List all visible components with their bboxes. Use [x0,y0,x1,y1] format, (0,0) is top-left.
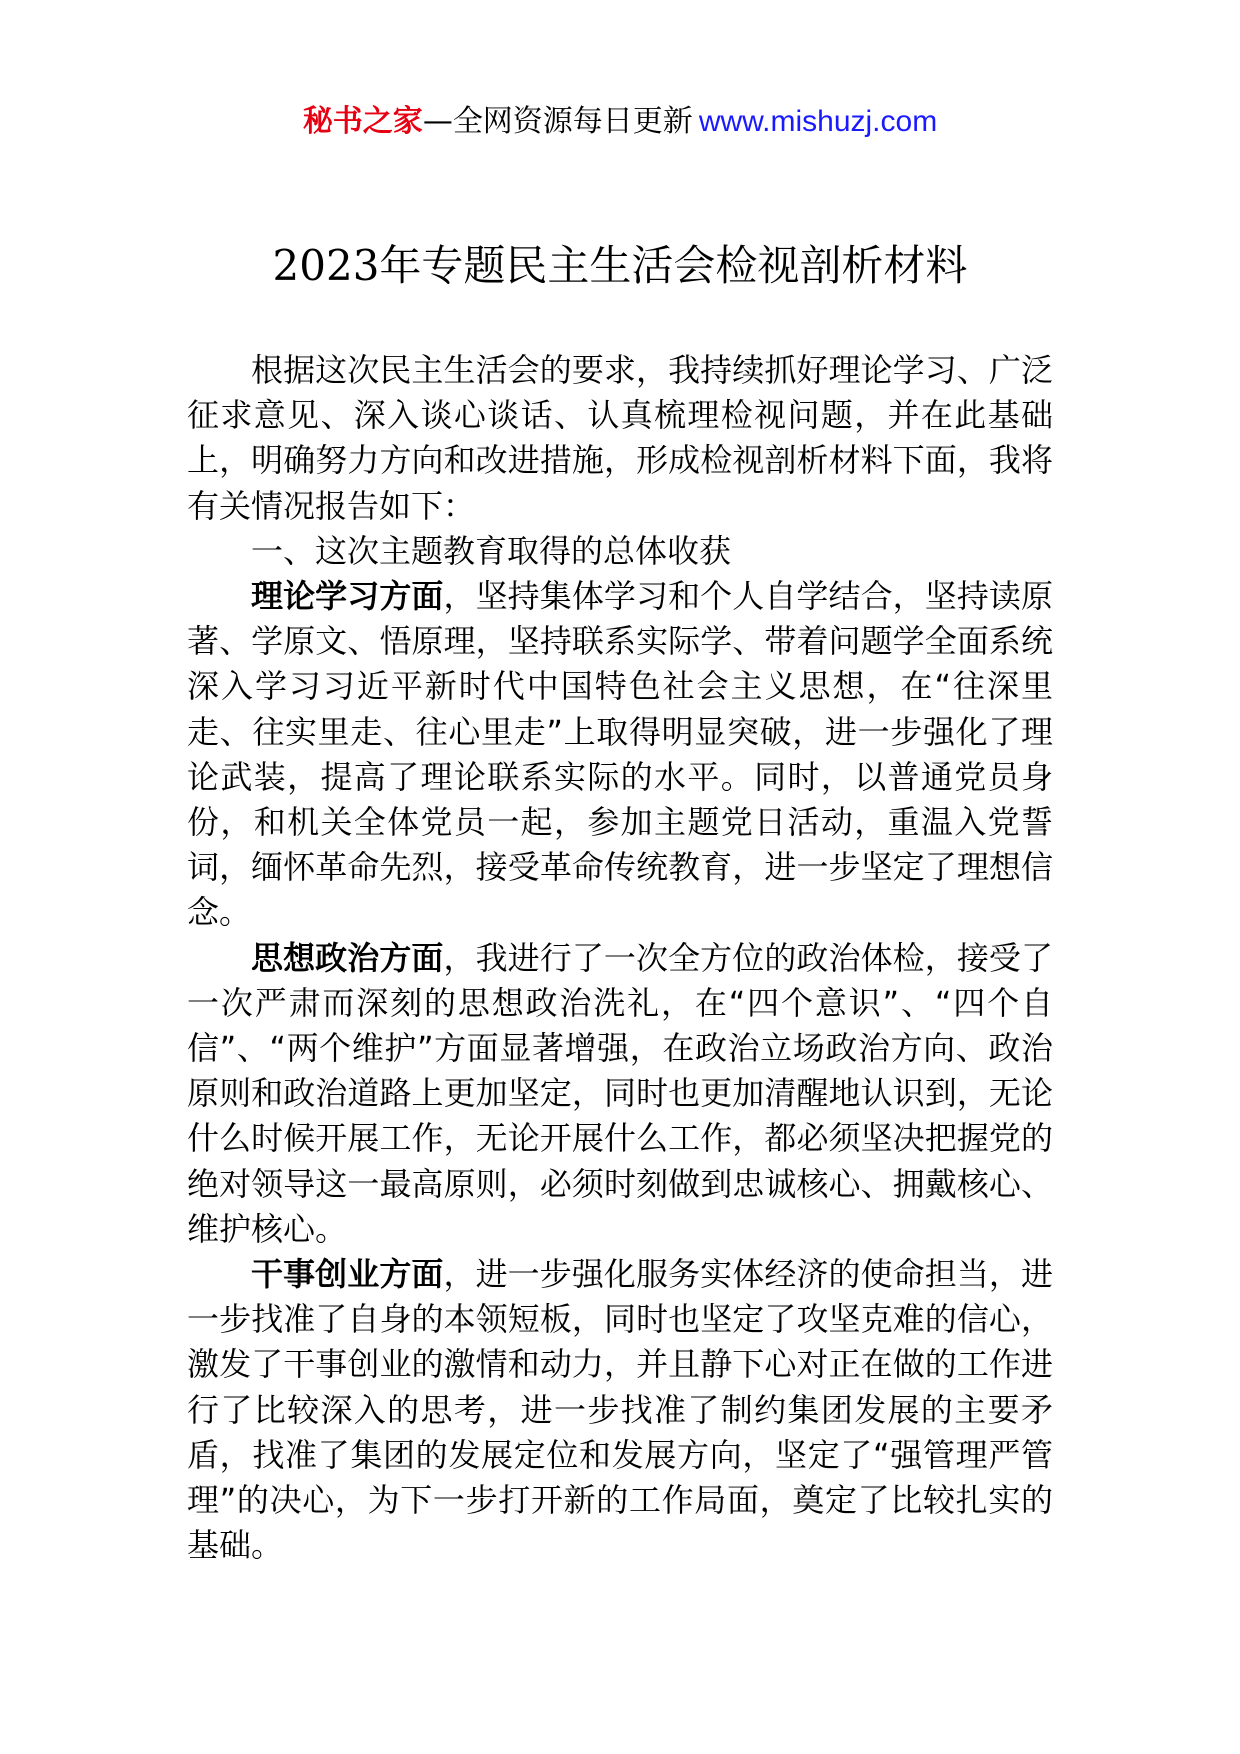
paragraph-lead: 思想政治方面 [251,938,444,977]
paragraph-intro [187,348,1053,529]
site-header [0,100,1240,144]
site-tagline: —全网资源每日更新 [422,104,693,139]
paragraph-text: ，坚持集体学习和个人自学结合，坚持读原著、学原文、悟原理，坚持联系实际学、带着问题学全面系统深入学习习近平新时代中国特色社会主义思想，在“往深里走、往实里走、往心里走”上取得明显突破，进一步强化了理论武装，提高了理论联系实际的水平。同时，以普通党员身份，和机关全体党员一起，参加主题党日活动，重温入党誓词，缅怀革命先烈，接受革命传统教育，进一步坚定了理想信念。 [187,577,1053,932]
paragraph-ideology-politics [187,936,1053,1252]
paragraph-lead: 干事创业方面 [251,1255,444,1294]
brand-name: 秘书之家 [302,104,423,139]
section-heading [187,529,1053,574]
paragraph-career-work [187,1252,1053,1568]
paragraph-text: 根据这次民主生活会的要求，我持续抓好理论学习、广泛征求意见、深入谈心谈话、认真梳理检视问题，并在此基础上，明确努力方向和改进措施，形成检视剖析材料下面，我将有关情况报告如下： [187,351,1053,525]
paragraph-text: ，进一步强化服务实体经济的使命担当，进一步找准了自身的本领短板，同时也坚定了攻坚克难的信心，激发了干事创业的激情和动力，并且静下心对正在做的工作进行了比较深入的思考，进一步找准了制约集团发展的主要矛盾，找准了集团的发展定位和发展方向，坚定了“强管理严管理”的决心，为下一步打开新的工作局面，奠定了比较扎实的基础。 [187,1255,1053,1565]
document-body [187,348,1053,1568]
paragraph-theory-study [187,574,1053,936]
paragraph-text: ，我进行了一次全方位的政治体检，接受了一次严肃而深刻的思想政治洗礼，在“四个意识”、“四个自信”、“两个维护”方面显著增强，在政治立场政治方向、政治原则和政治道路上更加坚定，同时也更加清醒地认识到，无论什么时候开展工作，无论开展什么工作，都必须坚决把握党的绝对领导这一最高原则，必须时刻做到忠诚核心、拥戴核心、维护核心。 [187,938,1053,1248]
section-heading-text: 一、这次主题教育取得的总体收获 [251,531,732,570]
paragraph-lead: 理论学习方面 [251,577,444,616]
site-url-link[interactable]: www.mishuzj.com [698,105,938,138]
document-title: 2023年专题民主生活会检视剖析材料 [272,241,968,290]
